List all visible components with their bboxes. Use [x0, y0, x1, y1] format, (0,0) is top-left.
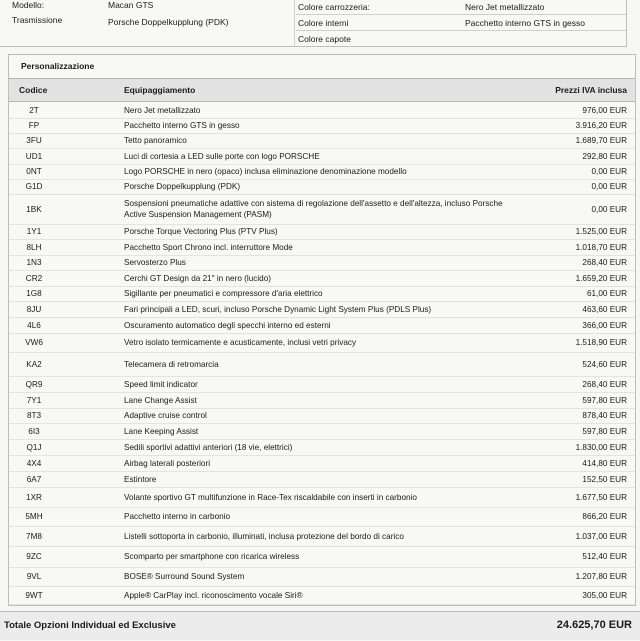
option-price: 1.518,90 EUR	[575, 338, 627, 347]
option-price: 1.689,70 EUR	[575, 136, 627, 145]
option-price: 268,40 EUR	[582, 258, 627, 267]
option-price: 1.207,80 EUR	[575, 572, 627, 581]
total-value: 24.625,70 EUR	[556, 619, 632, 631]
option-description: Pacchetto interno in carbonio	[124, 512, 231, 521]
option-description: Listelli sottoporta in carbonio, illuminati, inclusa protezione del bordo di carico	[124, 532, 404, 541]
option-description: Adaptive cruise control	[124, 411, 207, 420]
option-description: Vetro isolato termicamente e acusticamente, inclusi vetri privacy	[124, 338, 357, 347]
option-price: 1.018,70 EUR	[575, 243, 627, 252]
option-code: 9VL	[26, 572, 42, 581]
transmission-label: Trasmissione	[12, 15, 63, 25]
table-row	[9, 376, 635, 393]
option-code: KA2	[26, 360, 42, 369]
option-description: Luci di cortesia a LED sulle porte con logo PORSCHE	[124, 152, 320, 161]
option-code: QR9	[25, 380, 43, 389]
option-description: Airbag laterali posteriori	[124, 459, 211, 468]
table-row	[9, 224, 635, 240]
section-title: Personalizzazione	[21, 61, 95, 71]
option-description: Fari principali a LED, scuri, incluso Porsche Dynamic Light System Plus (PDLS Plus)	[124, 305, 432, 314]
table-row	[9, 255, 635, 271]
table-row	[9, 487, 635, 508]
option-code: 5MH	[25, 512, 43, 521]
table-row	[9, 194, 635, 225]
table-row	[9, 507, 635, 527]
personalization-section	[8, 54, 636, 606]
table-row	[9, 546, 635, 568]
table-row	[9, 317, 635, 334]
option-price: 3.916,20 EUR	[575, 121, 627, 130]
table-row	[9, 286, 635, 302]
option-price: 1.659,20 EUR	[575, 274, 627, 283]
option-code: G1D	[25, 182, 43, 191]
interior-color-label: Colore interni	[298, 18, 349, 28]
option-code: 0NT	[26, 167, 42, 176]
option-code: 8JU	[26, 305, 42, 314]
exterior-color-value: Nero Jet metallizzato	[465, 2, 545, 12]
header-equipment: Equipaggiamento	[124, 85, 196, 95]
option-code: 1BK	[26, 205, 42, 214]
option-code: CR2	[25, 274, 43, 283]
option-price: 1.830,00 EUR	[575, 443, 627, 452]
option-code: 4L6	[27, 321, 41, 330]
option-code: 8T3	[26, 411, 42, 420]
option-code: 9ZC	[26, 552, 42, 561]
option-code: 1Y1	[26, 227, 42, 236]
total-row	[0, 611, 640, 640]
option-description: Telecamera di retromarcia	[124, 360, 219, 369]
option-description: BOSE® Surround Sound System	[124, 572, 245, 581]
option-description: Apple® CarPlay incl. riconoscimento vocale Siri®	[124, 591, 303, 600]
option-description: Lane Change Assist	[124, 396, 197, 405]
option-code: 1G8	[26, 289, 42, 298]
option-description: Scomparto per smartphone con ricarica wireless	[124, 552, 300, 561]
option-code: Q1J	[26, 443, 42, 452]
model-value: Macan GTS	[108, 0, 154, 10]
option-code: 2T	[29, 106, 39, 115]
table-row	[9, 133, 635, 149]
option-description: Logo PORSCHE in nero (opaco) inclusa eliminazione denominazione modello	[124, 167, 407, 176]
option-price: 512,40 EUR	[582, 552, 627, 561]
table-row	[9, 455, 635, 472]
table-row	[9, 352, 635, 377]
option-price: 524,60 EUR	[582, 360, 627, 369]
option-price: 414,80 EUR	[582, 459, 627, 468]
option-description: Nero Jet metallizzato	[124, 106, 201, 115]
table-row	[9, 118, 635, 134]
option-description: Speed limit indicator	[124, 380, 198, 389]
option-description: Sedili sportivi adattivi anteriori (18 vie, elettrici)	[124, 443, 293, 452]
option-description: Volante sportivo GT multifunzione in Race-Tex riscaldabile con inserti in carbonio	[124, 493, 417, 502]
vehicle-info-divider	[294, 0, 295, 46]
table-row	[9, 148, 635, 165]
option-description: Pacchetto interno GTS in gesso	[124, 121, 240, 130]
option-code: 7Y1	[26, 396, 42, 405]
table-row	[9, 586, 635, 605]
option-price: 597,80 EUR	[582, 396, 627, 405]
option-code: 4X4	[26, 459, 42, 468]
table-row	[9, 179, 635, 195]
option-code: 1N3	[26, 258, 42, 267]
option-code: FP	[28, 121, 40, 130]
option-price: 1.677,50 EUR	[575, 493, 627, 502]
option-price: 1.037,00 EUR	[575, 532, 627, 541]
vehicle-info-rule	[296, 14, 626, 15]
table-row	[9, 270, 635, 287]
table-row	[9, 423, 635, 440]
option-price: 366,00 EUR	[582, 321, 627, 330]
vehicle-info-box	[0, 0, 627, 47]
option-description: Lane Keeping Assist	[124, 427, 199, 436]
option-price: 866,20 EUR	[582, 512, 627, 521]
exterior-color-label: Colore carrozzeria:	[298, 2, 370, 12]
option-code: 1XR	[26, 493, 42, 502]
table-row	[9, 392, 635, 409]
option-description: Oscuramento automatico degli specchi interno ed esterni	[124, 321, 331, 330]
table-row	[9, 408, 635, 424]
option-price: 463,60 EUR	[582, 305, 627, 314]
option-code: 7M8	[26, 532, 42, 541]
option-code: 9WT	[25, 591, 43, 600]
option-description: Estintore	[124, 475, 157, 484]
top-color-label: Colore capote	[298, 34, 351, 44]
table-header	[9, 78, 635, 102]
option-price: 268,40 EUR	[582, 380, 627, 389]
option-code: 6A7	[26, 475, 42, 484]
option-price: 976,00 EUR	[582, 106, 627, 115]
option-description: Porsche Torque Vectoring Plus (PTV Plus)	[124, 227, 278, 236]
transmission-value: Porsche Doppelkupplung (PDK)	[108, 17, 229, 27]
header-price: Prezzi IVA inclusa	[555, 85, 627, 95]
total-label: Totale Opzioni Individual ed Exclusive	[4, 620, 176, 631]
option-price: 292,80 EUR	[582, 152, 627, 161]
option-code: 6I3	[28, 427, 40, 436]
option-description: Tetto panoramico	[124, 136, 187, 145]
table-row	[9, 567, 635, 587]
option-description: Pacchetto Sport Chrono incl. interruttore Mode	[124, 243, 293, 252]
option-price: 597,80 EUR	[582, 427, 627, 436]
option-description: Sospensioni pneumatiche adattive con sistema di regolazione dell'assetto e dell'altezza, incluso Porsche Active Suspension Management (PASM)	[124, 199, 503, 219]
table-row	[9, 301, 635, 318]
option-price: 152,50 EUR	[582, 475, 627, 484]
vehicle-info-rule	[296, 30, 626, 31]
option-price: 0,00 EUR	[591, 205, 627, 214]
option-description: Cerchi GT Design da 21" in nero (lucido)	[124, 274, 272, 283]
option-price: 61,00 EUR	[586, 289, 627, 298]
table-row	[9, 333, 635, 353]
option-description: Porsche Doppelkupplung (PDK)	[124, 182, 241, 191]
option-price: 0,00 EUR	[591, 167, 627, 176]
option-description: Servosterzo Plus	[124, 258, 186, 267]
table-row	[9, 471, 635, 488]
option-description: Sigillante per pneumatici e compressore d'aria elettrico	[124, 289, 323, 298]
option-code: 3FU	[26, 136, 42, 145]
interior-color-value: Pacchetto interno GTS in gesso	[465, 18, 586, 28]
table-row	[9, 239, 635, 256]
option-price: 0,00 EUR	[591, 182, 627, 191]
option-price: 878,40 EUR	[582, 411, 627, 420]
option-code: VW6	[25, 338, 43, 347]
table-row	[9, 103, 635, 119]
option-code: UD1	[25, 152, 43, 161]
table-row	[9, 526, 635, 547]
option-price: 1.525,00 EUR	[575, 227, 627, 236]
option-code: 8LH	[26, 243, 42, 252]
option-price: 305,00 EUR	[582, 591, 627, 600]
header-code: Codice	[19, 85, 48, 95]
model-label: Modello:	[12, 0, 45, 10]
table-row	[9, 439, 635, 456]
table-row	[9, 164, 635, 180]
